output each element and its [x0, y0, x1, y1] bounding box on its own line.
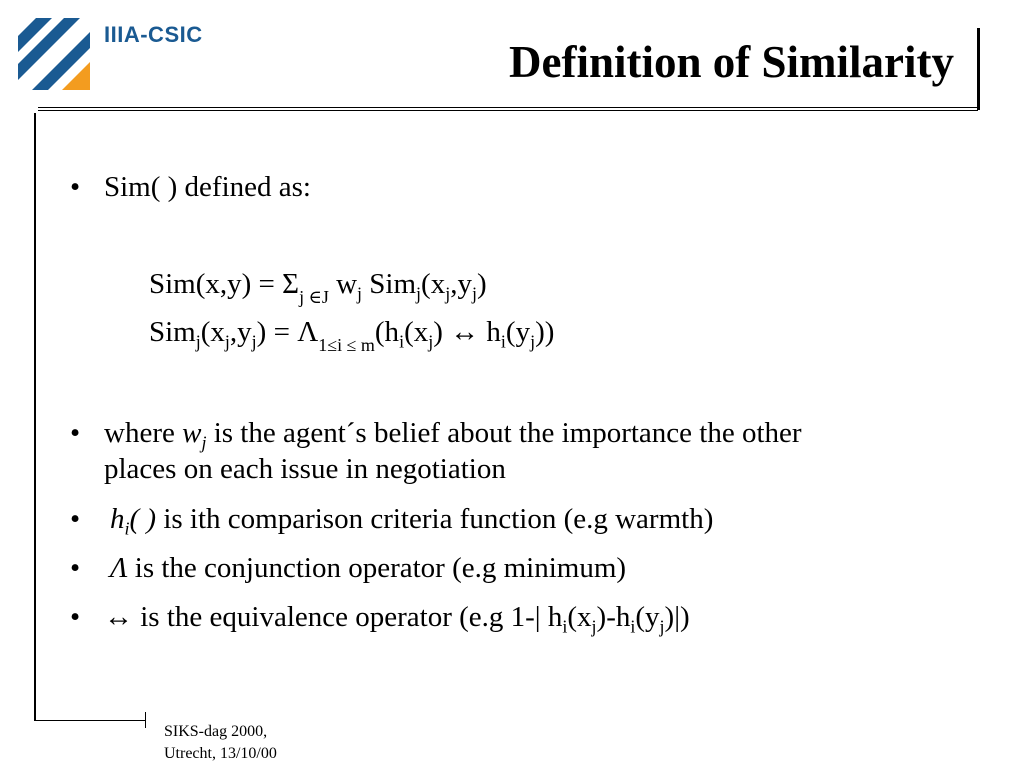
bullet-dot: • [70, 503, 81, 535]
bullet-dot: • [70, 601, 81, 633]
footer-event: SIKS-dag 2000, [164, 723, 268, 740]
frame-rule-left [34, 113, 36, 721]
bullet-text: places on each issue in negotiation [104, 453, 506, 485]
formula-simj: $Sim_j(x_j,y_j) = \Lambda_{1\le i \le m}(h_i(x_j)$ ↔ $h_i(y_j)$) [149, 316, 555, 355]
bullet-dot: • [70, 552, 81, 584]
bullet-text: Sim( ) defined as: [104, 171, 311, 203]
header-rule-bottom [38, 110, 978, 111]
formula-sim: $Sim(x,y) = \Sigma_{j \in J}$ $w_j$ $Sim_j(x_j,y_j)$ [149, 268, 487, 307]
bullet-dot: • [70, 417, 81, 449]
bullet-text: where $w_j$ is the agent´s belief about the importance the other [104, 417, 802, 453]
frame-rule-bottom-tick [145, 712, 146, 728]
frame-rule-bottom [34, 720, 146, 721]
equivalence-symbol: ↔ [104, 601, 133, 633]
bullet-text: Λ is the conjunction operator (e.g minimum) [110, 552, 627, 584]
footer-location-date: Utrecht, 13/10/00 [164, 745, 277, 762]
header-rule-vertical [977, 28, 980, 110]
header-rule-top [38, 107, 978, 108]
bullet-text: ↔ is the equivalence operator (e.g 1-| $h_i(x_j)-h_i(y_j)|$) [104, 601, 690, 637]
organization-label: IIIA-CSIC [104, 22, 203, 47]
iiia-logo [18, 18, 90, 90]
footer [164, 721, 277, 765]
slide-title: Definition of Similarity [509, 37, 954, 87]
bullet-dot: • [70, 171, 81, 203]
bullet-text: $h_i$( ) is ith comparison criteria function (e.g warmth) [110, 503, 714, 539]
